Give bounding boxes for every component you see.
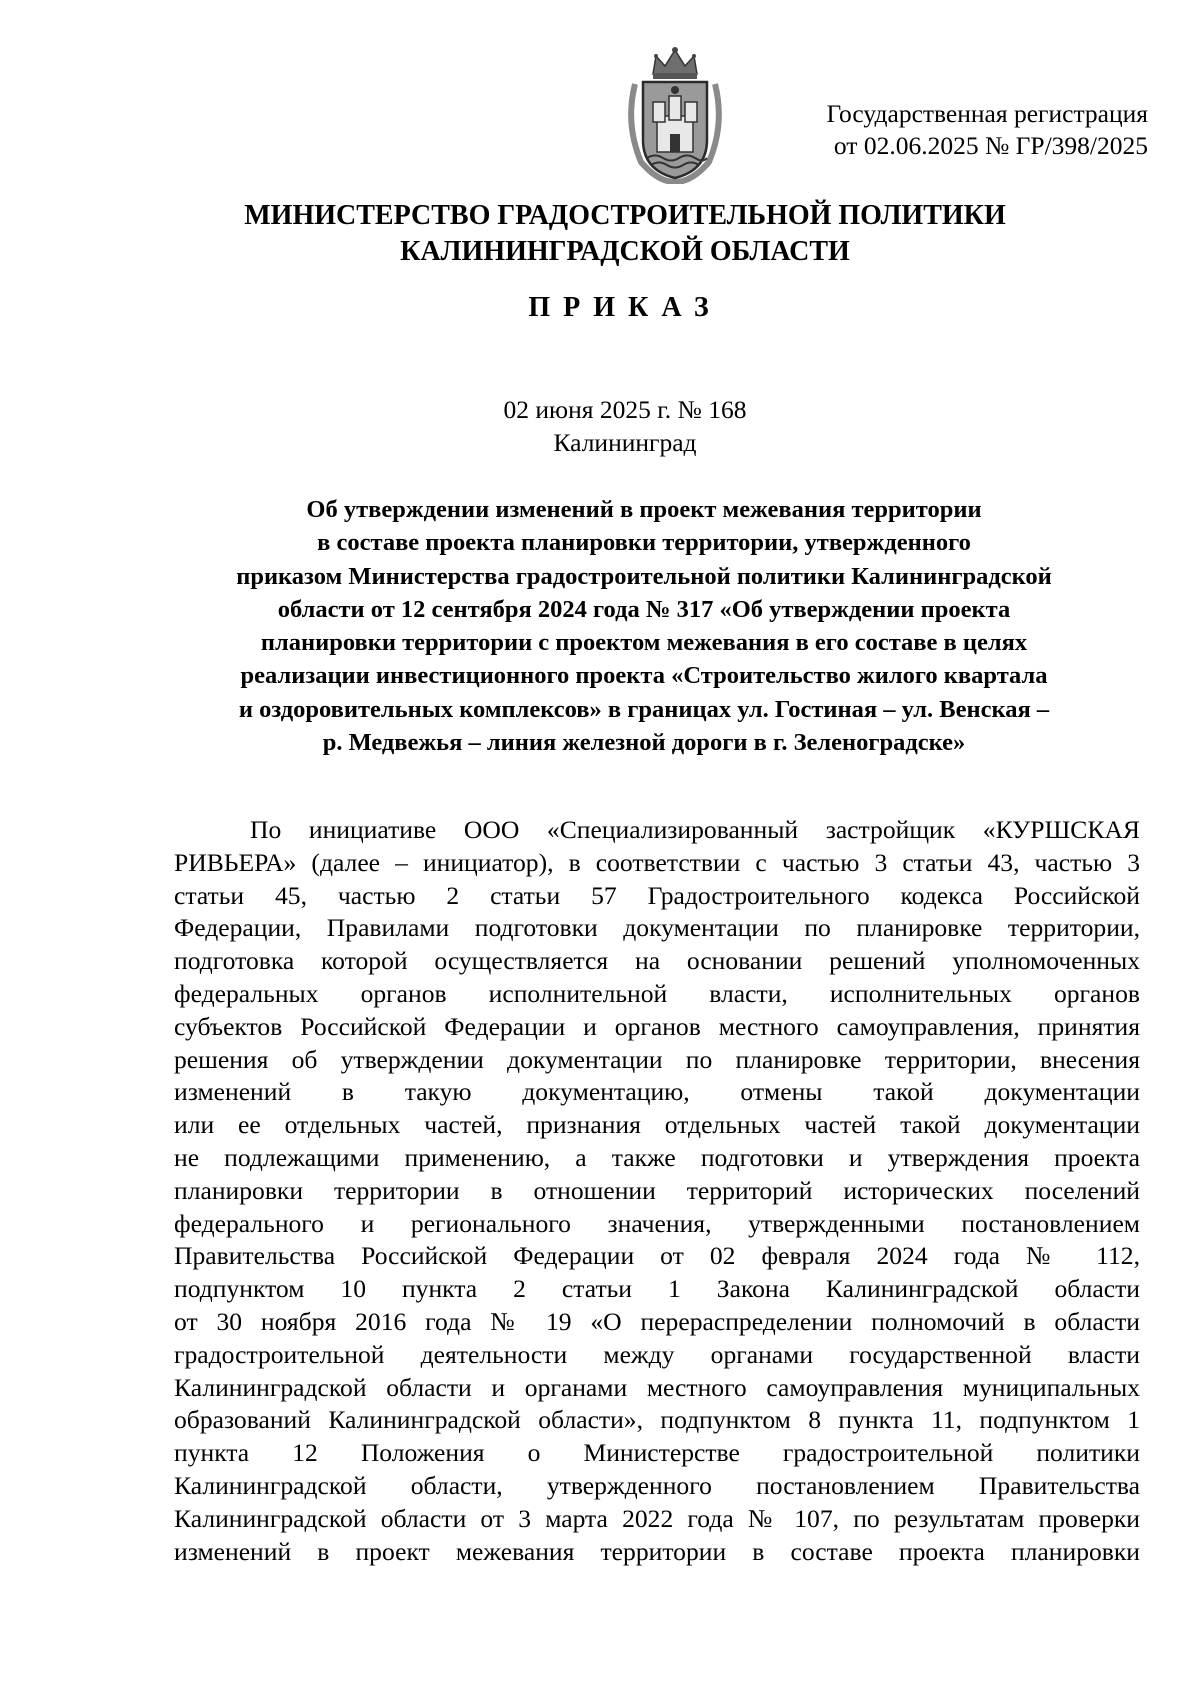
subject-line: реализации инвестиционного проекта «Строительство жилого квартала bbox=[240, 662, 1048, 690]
subject-line: в составе проекта планировки территории, утвержденного bbox=[317, 529, 971, 557]
body-line: федеральных органов исполнительной власти, исполнительных органов bbox=[174, 978, 1140, 1008]
subject-line: Об утверждении изменений в проект межевания территории bbox=[306, 496, 982, 523]
order-place: Калининград bbox=[553, 428, 697, 457]
coat-of-arms-icon bbox=[623, 44, 727, 184]
order-meta bbox=[175, 393, 1075, 459]
body-line: образований Калининградской области», подпунктом 8 пункта 11, подпунктом 1 bbox=[174, 1405, 1140, 1435]
body-line: Правительства Российской Федерации от 02 февраля 2024 года № 112, bbox=[174, 1241, 1140, 1271]
body-line: изменений в такую документацию, отмены такой документации bbox=[174, 1077, 1140, 1107]
subject-line: области от 12 сентября 2024 года № 317 «Об утверждении проекта bbox=[277, 595, 1011, 623]
subject-line: планировки территории с проектом межевания в его составе в целях bbox=[260, 629, 1028, 657]
registration-number: от 02.06.2025 № ГР/398/2025 bbox=[833, 131, 1148, 160]
ministry-line-2: КАЛИНИНГРАДСКОЙ ОБЛАСТИ bbox=[400, 236, 850, 267]
body-line: Калининградской области от 3 марта 2022 года № 107, по результатам проверки bbox=[174, 1503, 1140, 1533]
body-line: пункта 12 Положения о Министерстве градостроительной политики bbox=[174, 1438, 1140, 1468]
body-text bbox=[174, 814, 1140, 1568]
body-line: Калининградской области, утвержденного постановлением Правительства bbox=[174, 1470, 1140, 1500]
body-line: не подлежащими применению, а также подготовки и утверждения проекта bbox=[174, 1142, 1140, 1172]
registration-label: Государственная регистрация bbox=[826, 99, 1148, 128]
body-line: федерального и регионального значения, утвержденными постановлением bbox=[174, 1208, 1140, 1238]
order-subject bbox=[172, 493, 1116, 759]
subject-line: р. Медвежья – линия железной дороги в г. Зеленоградске» bbox=[322, 729, 966, 757]
subject-line: приказом Министерства градостроительной политики Калининградской bbox=[236, 562, 1052, 590]
body-line: РИВЬЕРА» (далее – инициатор), в соответствии с частью 3 статьи 43, частью 3 bbox=[174, 847, 1140, 877]
state-registration bbox=[728, 98, 1148, 162]
body-line: градостроительной деятельности между органами государственной власти bbox=[174, 1339, 1140, 1369]
order-date-number: 02 июня 2025 г. № 168 bbox=[503, 395, 747, 424]
body-line: решения об утверждении документации по планировке территории, внесения bbox=[174, 1044, 1140, 1074]
order-title: ПРИКАЗ bbox=[528, 292, 722, 323]
body-line: подготовка которой осуществляется на основании решений уполномоченных bbox=[174, 946, 1140, 976]
body-line: Федерации, Правилами подготовки документации по планировке территории, bbox=[174, 913, 1140, 943]
body-line: По инициативе ООО «Специализированный застройщик «КУРШСКАЯ bbox=[250, 815, 1140, 844]
body-line: изменений в проект межевания территории в составе проекта планировки bbox=[174, 1536, 1140, 1566]
body-line: планировки территории в отношении территорий исторических поселений bbox=[174, 1175, 1140, 1205]
body-line: или ее отдельных частей, признания отдельных частей такой документации bbox=[174, 1110, 1140, 1140]
body-line: субъектов Российской Федерации и органов местного самоуправления, принятия bbox=[174, 1011, 1140, 1041]
ministry-heading bbox=[175, 198, 1075, 270]
ministry-line-1: МИНИСТЕРСТВО ГРАДОСТРОИТЕЛЬНОЙ ПОЛИТИКИ bbox=[244, 200, 1006, 231]
body-line: от 30 ноября 2016 года № 19 «О перераспределении полномочий в области bbox=[174, 1306, 1140, 1336]
body-line: Калининградской области и органами местного самоуправления муниципальных bbox=[174, 1372, 1140, 1402]
body-line: статьи 45, частью 2 статьи 57 Градостроительного кодекса Российской bbox=[174, 880, 1140, 910]
body-line: подпунктом 10 пункта 2 статьи 1 Закона Калининградской области bbox=[174, 1274, 1140, 1304]
subject-line: и оздоровительных комплексов» в границах ул. Гостиная – ул. Венская – bbox=[238, 695, 1050, 723]
